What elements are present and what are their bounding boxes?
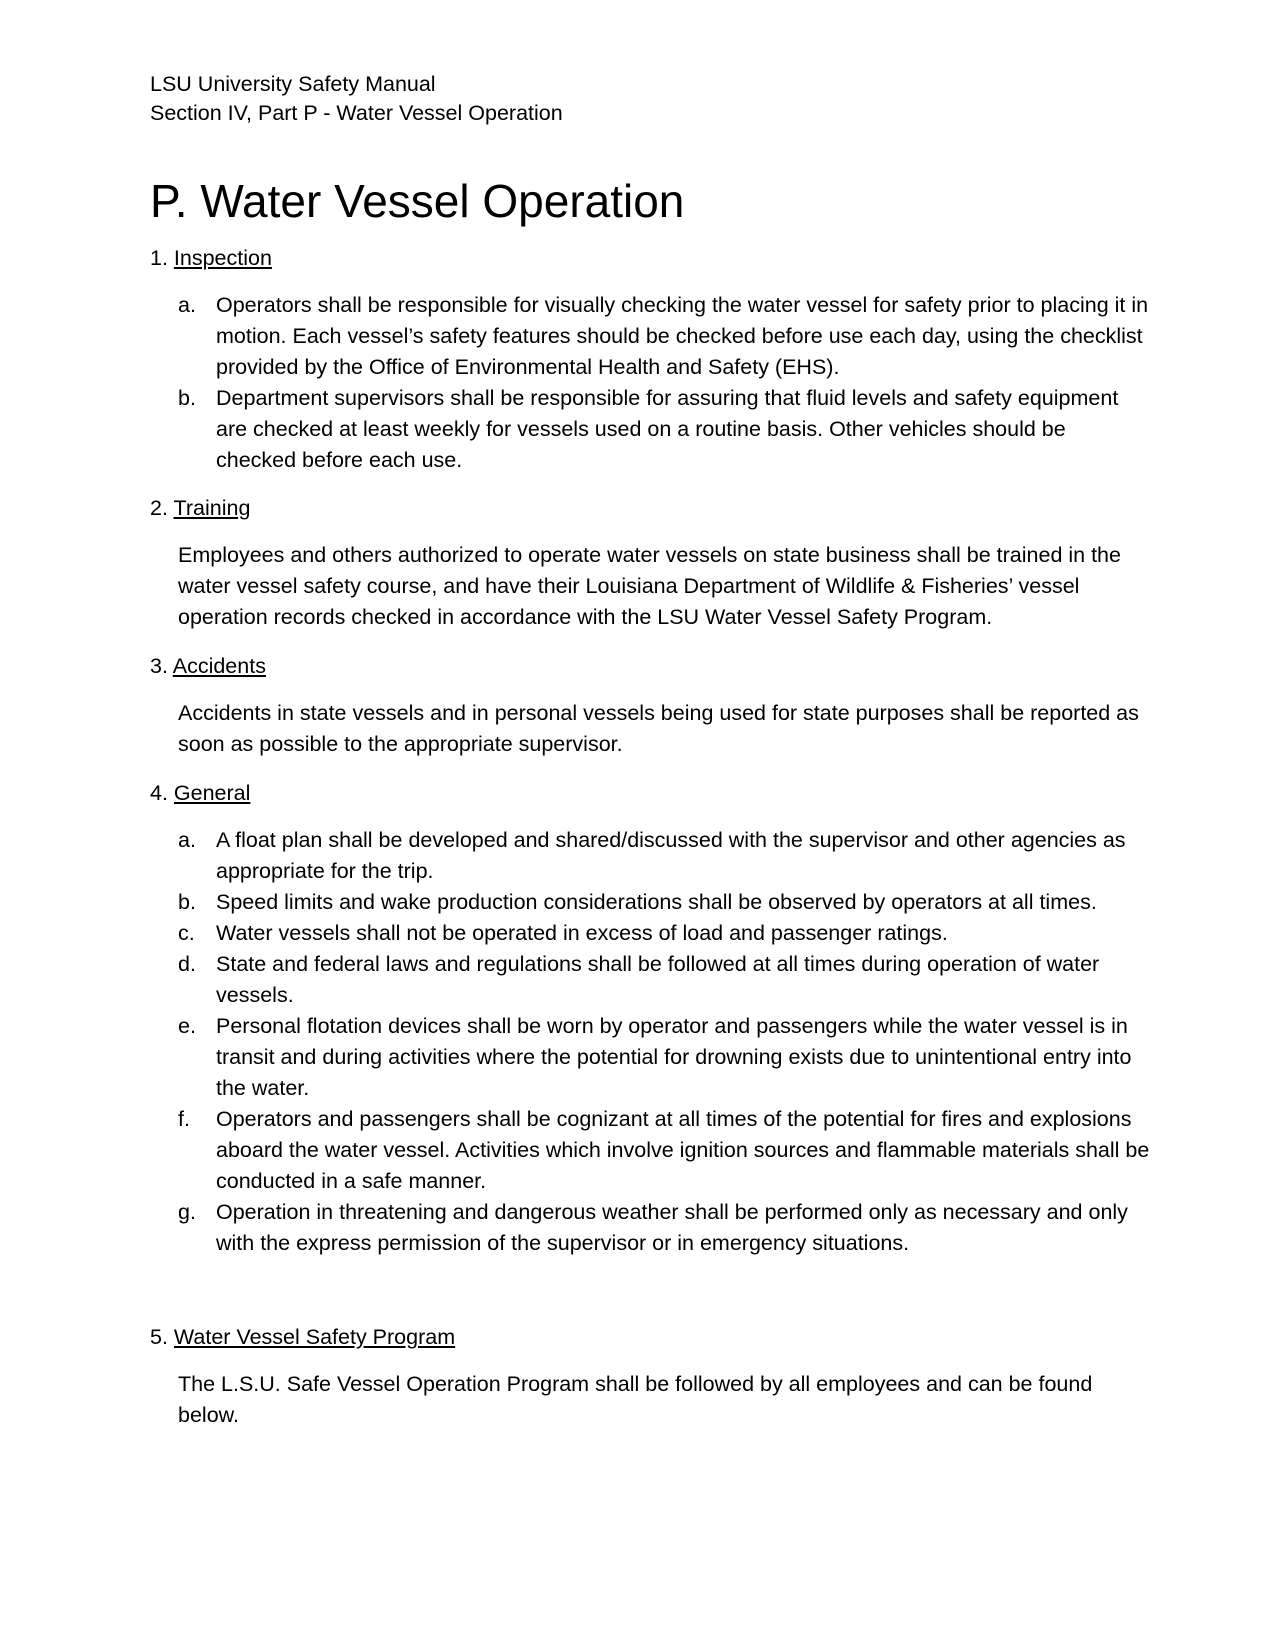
- list-item-text: Personal flotation devices shall be worn by operator and passengers while the water vessel is in transit and during activities where the potential for drowning exists due to unintentional entry into the water.: [216, 1014, 1132, 1100]
- list-item-text: Speed limits and wake production considerations shall be observed by operators at all times.: [216, 890, 1097, 914]
- list-marker: e.: [178, 1014, 196, 1038]
- section-heading-text: Water Vessel Safety Program: [173, 1325, 456, 1349]
- section-heading-accidents: [150, 652, 1150, 681]
- program-paragraph: The L.S.U. Safe Vessel Operation Program shall be followed by all employees and can be found below.: [178, 1372, 1093, 1427]
- list-marker: d.: [178, 952, 196, 976]
- section-heading-text: Accidents: [172, 654, 266, 678]
- list-item: [150, 918, 1150, 949]
- list-item: [150, 383, 1150, 476]
- document-header: [150, 70, 1150, 128]
- section-heading-text: Inspection: [173, 246, 272, 270]
- list-marker: c.: [178, 921, 195, 945]
- section-heading-inspection: [150, 244, 1150, 273]
- section-training: [150, 494, 1150, 633]
- list-item-text: Operation in threatening and dangerous weather shall be performed only as necessary and only with the express permission of the supervisor or in emergency situations.: [216, 1200, 1128, 1255]
- section-number: 4.: [150, 781, 168, 805]
- list-marker: a.: [178, 293, 196, 317]
- section-heading-program: [150, 1323, 1150, 1352]
- list-item: [150, 1104, 1150, 1197]
- list-marker: a.: [178, 828, 196, 852]
- inspection-list: [150, 290, 1150, 476]
- list-marker: f.: [178, 1107, 190, 1131]
- list-item: [150, 887, 1150, 918]
- section-heading-text: Training: [173, 496, 251, 520]
- general-list: [150, 825, 1150, 1259]
- list-marker: b.: [178, 890, 196, 914]
- manual-name: LSU University Safety Manual: [150, 72, 436, 96]
- section-heading-text: General: [173, 781, 251, 805]
- page-title: P. Water Vessel Operation: [150, 175, 685, 227]
- list-item-text: Operators and passengers shall be cognizant at all times of the potential for fires and explosions aboard the water vessel. Activities which involve ignition sources and flammable materials shall be conducted in a safe manner.: [216, 1107, 1150, 1193]
- section-general: [150, 779, 1150, 1259]
- section-reference: Section IV, Part P - Water Vessel Operation: [150, 101, 563, 125]
- list-item: [150, 825, 1150, 887]
- list-marker: b.: [178, 386, 196, 410]
- list-marker: g.: [178, 1200, 196, 1224]
- section-number: 5.: [150, 1325, 168, 1349]
- training-paragraph: Employees and others authorized to operate water vessels on state business shall be trained in the water vessel safety course, and have their Louisiana Department of Wildlife & Fisheries’ vessel operation records checked in accordance with the LSU Water Vessel Safety Program.: [178, 543, 1121, 629]
- section-heading-general: [150, 779, 1150, 808]
- section-number: 2.: [150, 496, 168, 520]
- list-item: [150, 949, 1150, 1011]
- document-page: [150, 70, 1150, 1450]
- section-accidents: [150, 652, 1150, 760]
- list-item: [150, 1011, 1150, 1104]
- accidents-paragraph: Accidents in state vessels and in personal vessels being used for state purposes shall be reported as soon as possible to the appropriate supervisor.: [178, 701, 1139, 756]
- list-item-text: Operators shall be responsible for visually checking the water vessel for safety prior to placing it in motion. Each vessel’s safety features should be checked before use each day, using the checklist provided by the Office of Environmental Health and Safety (EHS).: [216, 293, 1149, 379]
- list-item: [150, 1197, 1150, 1259]
- list-item-text: State and federal laws and regulations shall be followed at all times during operation of water vessels.: [216, 952, 1100, 1007]
- section-number: 1.: [150, 246, 168, 270]
- section-inspection: [150, 244, 1150, 476]
- list-item-text: Department supervisors shall be responsible for assuring that fluid levels and safety equipment are checked at least weekly for vessels used on a routine basis. Other vehicles should be checked before each use.: [216, 386, 1119, 472]
- list-item-text: Water vessels shall not be operated in excess of load and passenger ratings.: [216, 921, 948, 945]
- section-number: 3.: [150, 654, 168, 678]
- list-item-text: A float plan shall be developed and shared/discussed with the supervisor and other agencies as appropriate for the trip.: [216, 828, 1126, 883]
- section-spacer: [150, 1277, 1150, 1323]
- list-item: [150, 290, 1150, 383]
- section-heading-training: [150, 494, 1150, 523]
- section-program: [150, 1323, 1150, 1431]
